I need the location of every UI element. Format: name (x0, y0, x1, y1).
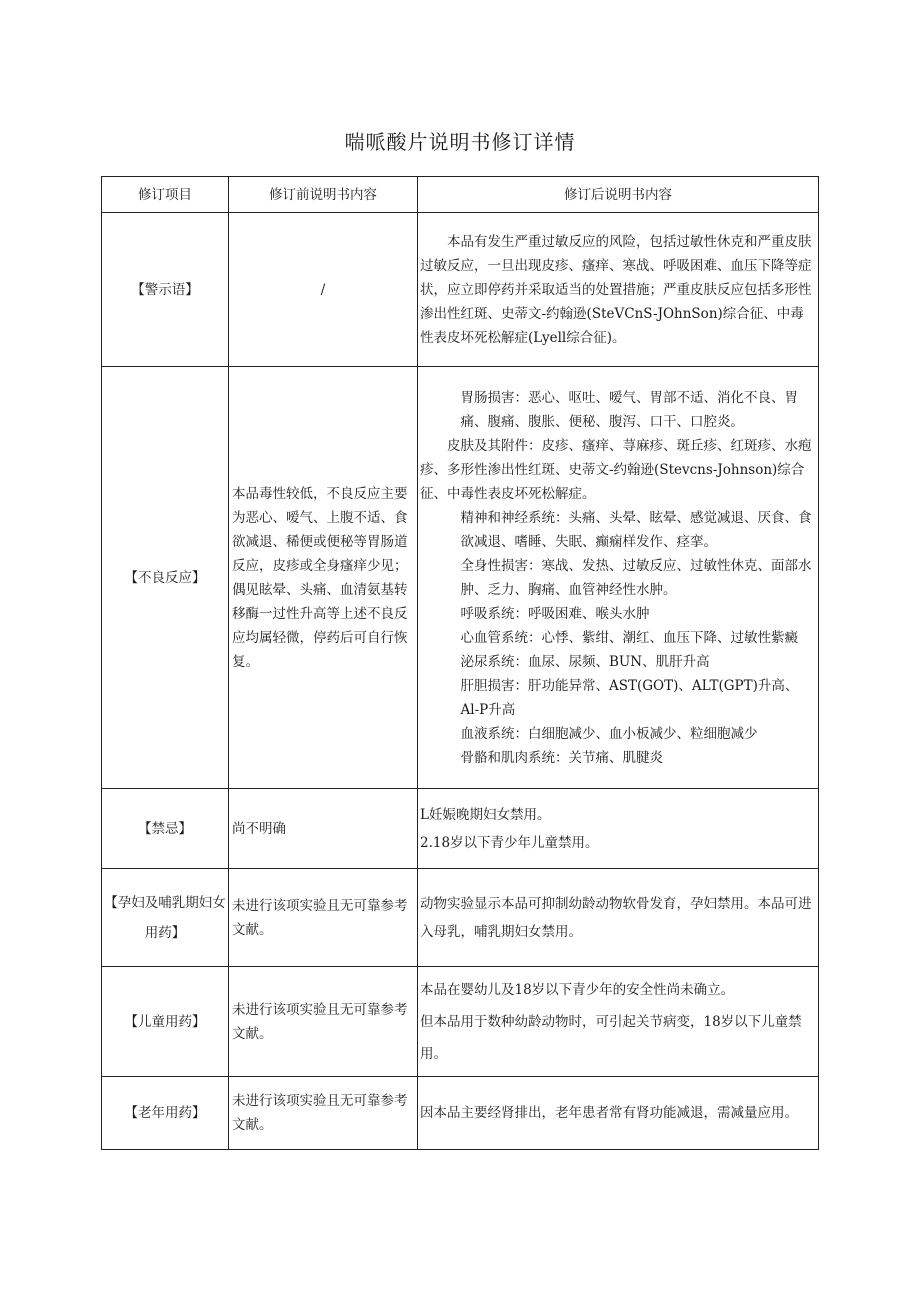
row-after-content (418, 213, 819, 367)
row-after-content (418, 869, 819, 967)
after-paragraph: 因本品主要经肾排出，老年患者常有肾功能减退，需减量应用。 (420, 1105, 798, 1121)
row-after-content (418, 967, 819, 1077)
table-row (102, 789, 819, 869)
page-title: 喘哌酸片说明书修订详情 (344, 130, 576, 154)
row-item-label: 【老年用药】 (102, 1077, 229, 1150)
row-item-label: 【禁忌】 (102, 789, 229, 869)
row-after-content (418, 367, 819, 789)
header-after: 修订后说明书内容 (418, 177, 819, 213)
row-before-content: 未进行该项实验且无可靠参考文献。 (229, 869, 418, 967)
after-paragraph: 泌尿系统：血尿、尿频、BUN、肌肝升高 (460, 653, 710, 670)
after-paragraph: 骨骼和肌肉系统：关节痛、肌腱炎 (460, 749, 663, 766)
after-paragraph: 血液系统：白细胞减少、血小板减少、粒细胞减少 (460, 725, 758, 742)
after-paragraph: 皮肤及其附件：皮疹、瘙痒、荨麻疹、斑丘疹、红斑疹、水疱疹、多形性渗出性红斑、史蒂文-约翰逊(Stevcns-Johnson)综合征、中毒性表皮坏死松解症。 (420, 437, 812, 502)
revision-table (101, 176, 819, 1150)
table-row (102, 367, 819, 789)
table-row (102, 1077, 819, 1150)
row-before-content: 本品毒性较低，不良反应主要为恶心、嗳气、上腹不适、食欲减退、稀便或便秘等胃肠道反应，皮疹或全身瘙痒少见；偶见眩晕、头痛、血清氨基转移酶一过性升高等上述不良反应均属轻微，停药后可自行恢复。 (229, 367, 418, 789)
table-row (102, 967, 819, 1077)
row-item-label: 【警示语】 (102, 213, 229, 367)
after-paragraph: 胃肠损害：恶心、呕吐、嗳气、胃部不适、消化不良、胃痛、腹痛、腹胀、便秘、腹泻、口干、口腔炎。 (460, 389, 798, 430)
after-paragraph: 动物实验显示本品可抑制幼龄动物软骨发育，孕妇禁用。本品可进入母乳，哺乳期妇女禁用。 (420, 895, 812, 940)
after-paragraph: L妊娠晚期妇女禁用。 (420, 806, 551, 823)
table-header-row (102, 177, 819, 213)
after-paragraph: 2.18岁以下青少年儿童禁用。 (420, 834, 599, 851)
row-before-content: 未进行该项实验且无可靠参考文献。 (229, 967, 418, 1077)
header-before: 修订前说明书内容 (229, 177, 418, 213)
table-row (102, 213, 819, 367)
row-item-label: 【不良反应】 (102, 367, 229, 789)
header-item: 修订项目 (102, 177, 229, 213)
after-paragraph: 肝胆损害：肝功能异常、AST(GOT)、ALT(GPT)升高、Al-P升高 (460, 677, 799, 718)
row-before-content: 未进行该项实验且无可靠参考文献。 (229, 1077, 418, 1150)
row-before-content: / (229, 213, 418, 367)
after-paragraph: 呼吸系统：呼吸困难、喉头水肿 (460, 605, 650, 622)
after-paragraph: 全身性损害：寒战、发热、过敏反应、过敏性休克、面部水肿、乏力、胸痛、血管神经性水肿。 (460, 557, 812, 598)
after-paragraph: 但本品用于数种幼龄动物时，可引起关节病变，18岁以下儿童禁用。 (420, 1013, 802, 1062)
row-after-content (418, 1077, 819, 1150)
row-before-content: 尚不明确 (229, 789, 418, 869)
after-paragraph: 本品在婴幼儿及18岁以下青少年的安全性尚未确立。 (420, 981, 735, 998)
row-after-content (418, 789, 819, 869)
after-paragraph: 心血管系统：心悸、紫绀、潮红、血压下降、过敏性紫癜 (460, 629, 798, 646)
after-paragraph: 精神和神经系统：头痛、头晕、眩晕、感觉减退、厌食、食欲减退、嗜睡、失眠、癫痫样发作、痉挛。 (460, 509, 812, 550)
row-item-label: 【儿童用药】 (102, 967, 229, 1077)
table-row (102, 869, 819, 967)
after-paragraph: 本品有发生严重过敏反应的风险，包括过敏性休克和严重皮肤过敏反应，一旦出现皮疹、瘙痒、寒战、呼吸困难、血压下降等症状，应立即停药并采取适当的处置措施；严重皮肤反应包括多形性渗出性红斑、史蒂文-约翰逊(SteVCnS-JOhnSon)综合征、中毒性表皮坏死松解症(Lyell综合征)。 (420, 233, 812, 346)
row-item-label: 【孕妇及哺乳期妇女用药】 (102, 869, 229, 967)
